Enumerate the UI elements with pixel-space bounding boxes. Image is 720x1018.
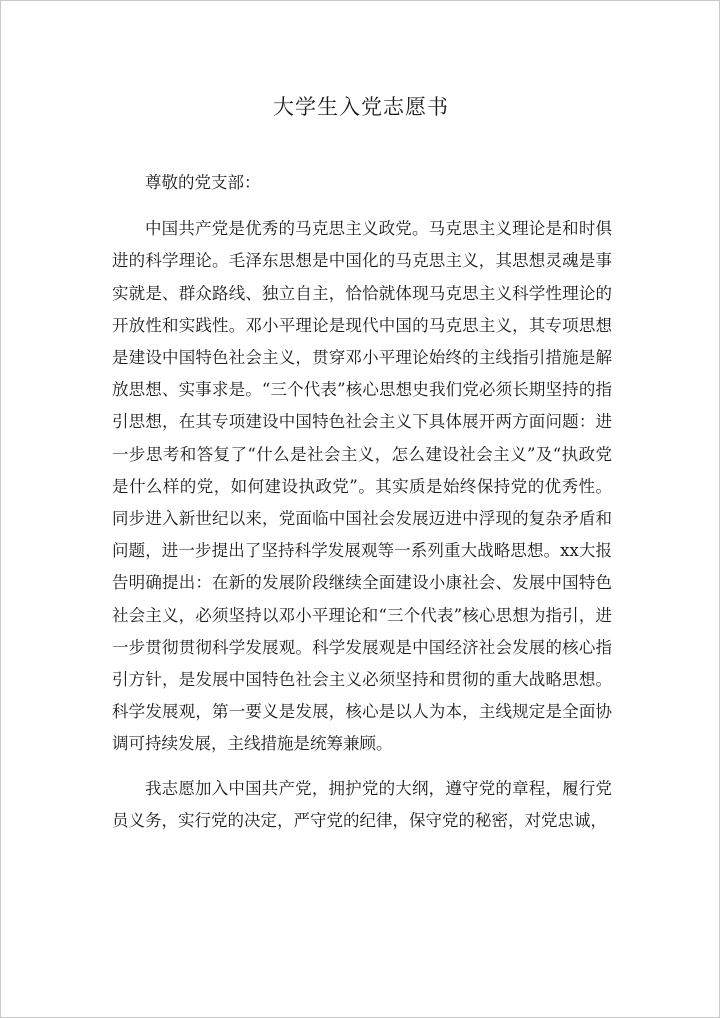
paragraph: 我志愿加入中国共产党，拥护党的大纲，遵守党的章程，履行党员义务，实行党的决定，严守党的纪律，保守党的秘密，对党忠诚， [112,778,612,830]
document-body [112,167,612,837]
paragraph: 中国共产党是优秀的马克思主义政党。马克思主义理论是和时俱进的科学理论。毛泽东思想是中国化的马克思主义，其思想灵魂是事实就是、群众路线、独立自主，恰恰就体现马克思主义科学性理论的开放性和实践性。邓小平理论是现代中国的马克思主义，其专项思想是建设中国特色社会主义，贯穿邓小平理论始终的主线指引措施是解放思想、实事求是。“三个代表”核心思想史我们党必须长期坚持的指引思想，在其专项建设中国特色社会主义下具体展开两方面问题：进一步思考和答复了“什么是社会主义，怎么建设社会主义”及“执政党是什么样的党，如何建设执政党”。其实质是始终保持党的优秀性。同步进入新世纪以来，党面临中国社会发展迈进中浮现的复杂矛盾和问题，进一步提出了坚持科学发展观等一系列重大战略思想。xx大报告明确提出：在新的发展阶段继续全面建设小康社会、发展中国特色社会主义，必须坚持以邓小平理论和“三个代表”核心思想为指引，进一步贯彻贯彻科学发展观。科学发展观是中国经济社会发展的核心指引方针，是发展中国特色社会主义必须坚持和贯彻的重大战略思想。科学发展观，第一要义是发展，核心是以人为本，主线规定是全面协调可持续发展，主线措施是统筹兼顾。 [112,219,612,754]
salutation: 尊敬的党支部： [145,173,261,192]
document-title: 大学生入党志愿书 [273,95,449,119]
